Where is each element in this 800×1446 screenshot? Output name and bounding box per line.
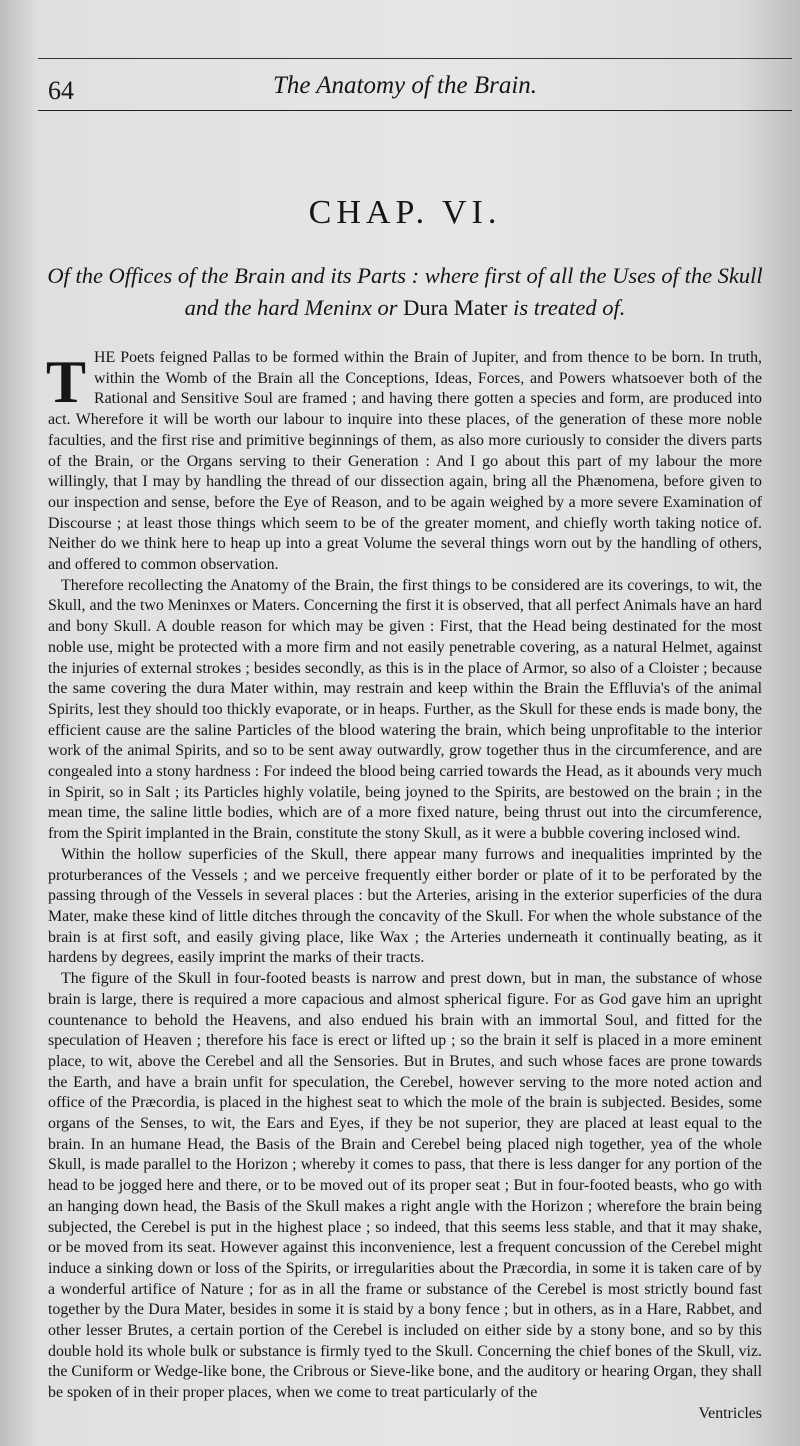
chapter-number: CHAP. VI. [308, 194, 502, 231]
chapter-title [30, 260, 780, 324]
paragraph-4: The figure of the Skull in four-footed beasts is narrow and prest down, but in man, the substance of whose brain is large, there is required a more capacious and almost spherical figure. For as God gave him an upright countenance to behold the Heavens, and also endued his brain with an immortal Soul, and fitted for the speculation of Heaven ; therefore his face is erect or lifted up ; so the brain it self is placed in a more eminent place, to wit, above the Cerebel and all the Sensories. But in Brutes, and such whose faces are prone towards the Earth, and have a brain unfit for speculation, the Cerebel, however serving to the more noted action and office of the Præcordia, is placed in the highest seat to which the mole of the brain is subjected. Besides, some organs of the Senses, to wit, the Ears and Eyes, if they be not superior, they are placed at least equal to the brain. In an humane Head, the Basis of the Brain and Cerebel being placed nigh together, yea of the whole Skull, is made parallel to the Horizon ; whereby it comes to pass, that there is less danger for any portion of the head to be jogged here and there, or to be moved out of its proper seat ; But in four-footed beasts, who go with an hanging down head, the Basis of the Skull makes a right angle with the Horizon ; wherefore the brain being subjected, the Cerebel is put in the highest place ; so indeed, that this seems less stable, and that it may shake, or be moved from its seat. However against this inconvenience, lest a frequent concussion of the Cerebel might induce a sinking down or loss of the Spirits, or irregularities about the Præcordia, in some it is taken care of by a wonderful artifice of Nature ; for as in all the frame or substance of the Cerebel is most strictly bound fast together by the Dura Mater, besides in some it is staid by a bony fence ; but in others, as in a Hare, Rabbet, and other lesser Brutes, a certain portion of the Cerebel is included on either side by a stony bone, and so by this double hold its whole bulk or substance is firmly tyed to the Skull. Concerning the chief bones of the Skull, viz. the Cuniform or Wedge-like bone, the Cribrous or Sieve-like bone, and the auditory or hearing Organ, they shall be spoken of in their proper places, when we come to treat particularly of the [48, 970, 762, 1402]
page-number: 64 [48, 76, 74, 105]
paragraph-1 [48, 348, 762, 576]
chapter-title-dura-mater: Dura Mater [403, 295, 508, 320]
paragraph-3: Within the hollow superficies of the Skull, there appear many furrows and inequalities imprinted by the proturberances of the Vessels ; and we perceive frequently either border or plate of it to be perforated by the passing through of the Vessels in several places : but the Arteries, arising in the exterior superficies of the dura Mater, make these kind of little ditches through the concavity of the Skull. For when the whole substance of the brain is at first soft, and easily giving place, like Wax ; the Arteries underneath it continually beating, as it hardens by degrees, easily imprint the marks of their tracts. [48, 845, 762, 967]
header-top-rule [38, 58, 792, 59]
chapter-title-part2: is treated of. [507, 295, 626, 320]
paragraph-1-text: HE Poets feigned Pallas to be formed within the Brain of Jupiter, and from thence to be born. In truth, within the Womb of the Brain all the Conceptions, Ideas, Forces, and Powers whatsoever both of the Rational and Sensitive Soul are framed ; and having there gotten a species and form, are produced into act. Wherefore it will be worth our labour to inquire into these places, of the generation of these more noble faculties, and the first rise and primitive beginnings of them, as also more curiously to consider the divers parts of the Brain, or the Organs serving to their Generation : And I go about this part of my labour the more willingly, that I may by handling the thread of our dissection again, bring all the Phænomena, before given to our inspection and sense, before the Eye of Reason, and to be again weighed by a more severe Examination of Discourse ; at least those things which seem to be of the greater moment, and chiefly worth taking notice of. Neither do we think here to heap up into a great Volume the several things worn out by the handling of others, and offered to common observation. [48, 349, 762, 574]
running-title: The Anatomy of the Brain. [272, 72, 538, 99]
page-header [48, 50, 762, 105]
drop-cap: T [46, 349, 87, 415]
chapter-title-part1: Of the Offices of the Brain and its Parts : where first of all the Uses of the Skull and the hard Meninx or [47, 263, 763, 320]
header-rule [38, 110, 792, 111]
body-text [48, 348, 762, 1425]
catchword: Ventricles [698, 1404, 762, 1422]
paragraph-2: Therefore recollecting the Anatomy of the Brain, the first things to be considered are its coverings, to wit, the Skull, and the two Meninxes or Maters. Concerning the first it is observed, that all perfect Animals have an hard and bony Skull. A double reason for which may be given : First, that the Head being destinated for the most noble use, might be protected with a more firm and not easily penetrable covering, as a natural Helmet, against the injuries of external strokes ; besides secondly, as this is in the place of Armor, so also of a Cloister ; because the same covering the dura Mater within, may restrain and keep within the Brain the Effluvia's of the animal Spirits, lest they should too thickly evaporate, or in heaps. Further, as the Skull for these ends is made bony, the efficient cause are the saline Particles of the blood watering the brain, which being unprofitable to the interior work of the animal Spirits, and so to be sent away outwardly, grow together thus in the circumference, and are congealed into a stony hardness : For indeed the blood being carried towards the Head, as it abounds very much in Spirit, so in Salt ; its Particles highly volatile, being joyned to the Spirits, are bestowed on the brain ; in the mean time, the saline little bodies, which are of a more fixed nature, being thrust out into the circumference, from the Spirit implanted in the Brain, constitute the stony Skull, as it were a bubble covering inclosed wind. [48, 576, 762, 843]
